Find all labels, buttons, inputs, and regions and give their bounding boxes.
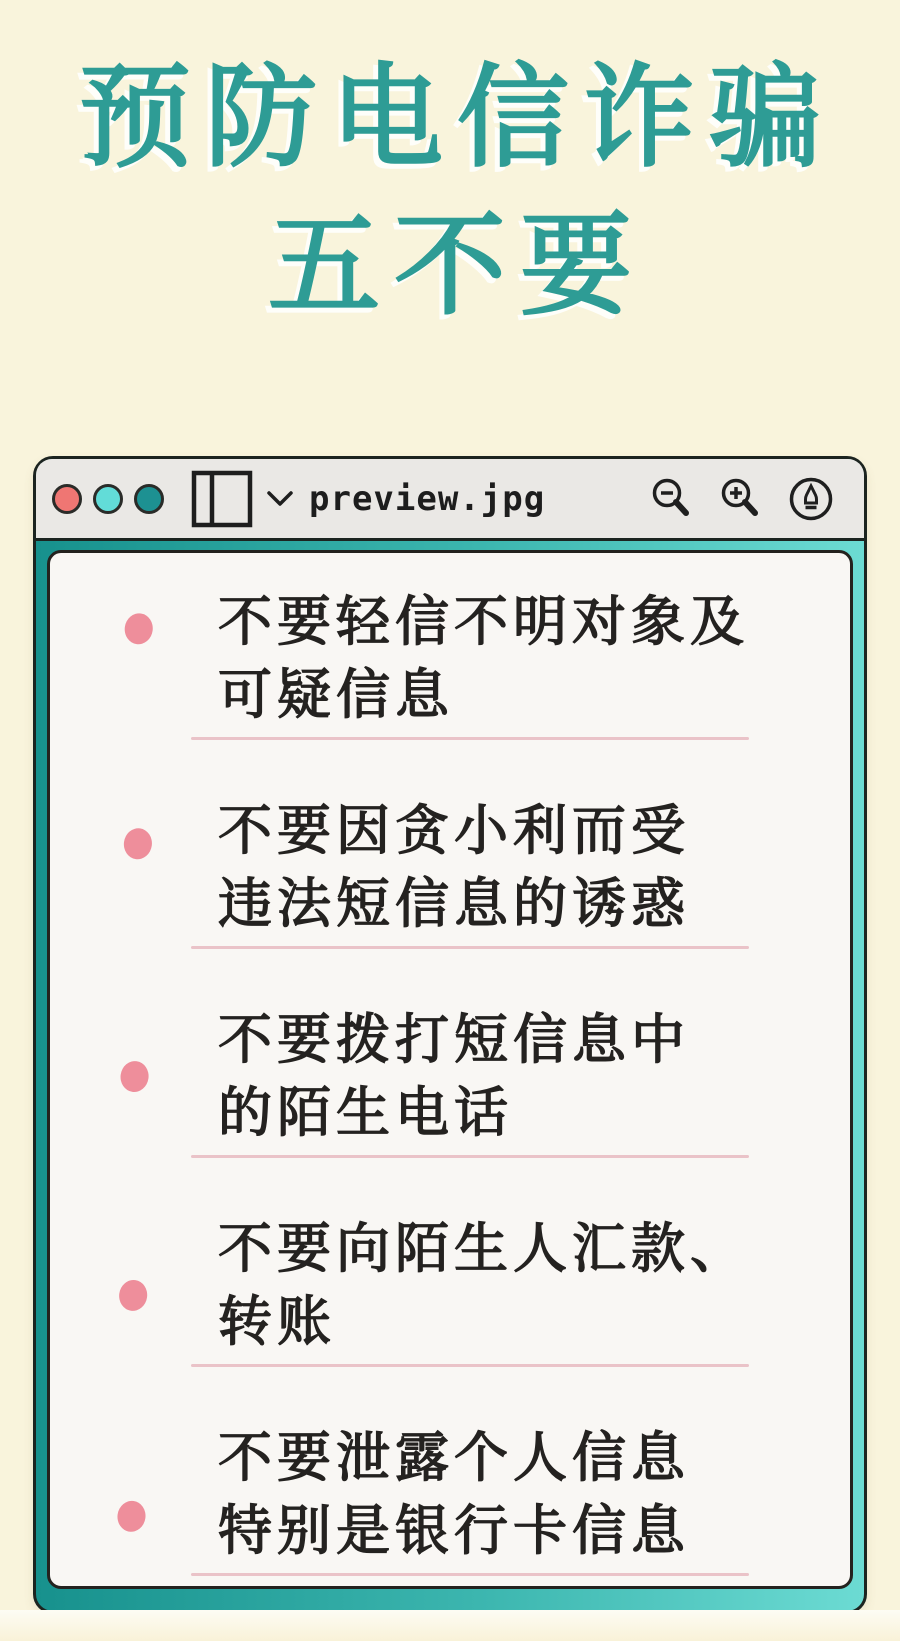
content-panel	[47, 550, 853, 1589]
item-divider	[191, 946, 749, 949]
sidebar-toggle-icon[interactable]	[191, 470, 253, 528]
bullet-dot-icon	[123, 612, 155, 647]
bullet-dot-icon	[115, 1499, 147, 1534]
item-divider	[191, 1155, 749, 1158]
item-divider	[191, 1364, 749, 1367]
window-filename: preview.jpg	[309, 478, 546, 519]
item-divider	[191, 1573, 749, 1576]
list-item	[50, 794, 850, 949]
item-text-line1: 不要泄露个人信息	[218, 1426, 690, 1489]
item-text-line2: 违法短信息的诱惑	[218, 872, 690, 935]
chevron-down-icon[interactable]	[265, 489, 295, 509]
poster-title	[0, 44, 900, 340]
item-text-line2: 转账	[218, 1290, 336, 1353]
minimize-button[interactable]	[93, 484, 123, 514]
markup-pen-icon	[788, 476, 834, 522]
window-titlebar	[36, 459, 864, 541]
item-text-line2: 可疑信息	[218, 663, 454, 726]
close-button[interactable]	[52, 484, 82, 514]
item-divider	[191, 737, 749, 740]
item-text-line1: 不要轻信不明对象及	[218, 590, 749, 653]
list-item	[50, 1212, 850, 1367]
poster-title-line1: 预防电信诈骗	[79, 53, 835, 183]
bullet-dot-icon	[119, 1059, 151, 1094]
bullet-dot-icon	[122, 826, 154, 861]
titlebar-actions	[650, 476, 834, 522]
list-item	[50, 1003, 850, 1158]
item-text-line1: 不要向陌生人汇款、	[218, 1217, 749, 1280]
list-item	[50, 585, 850, 740]
item-text-line2: 的陌生电话	[218, 1081, 513, 1144]
item-text-line2: 特别是银行卡信息	[218, 1499, 690, 1562]
item-text-line1: 不要因贪小利而受	[218, 799, 690, 862]
zoom-in-button[interactable]	[719, 477, 763, 521]
poster-title-line2: 五不要	[268, 201, 646, 331]
traffic-lights	[52, 484, 164, 514]
item-text-line1: 不要拨打短信息中	[218, 1008, 690, 1071]
maximize-button[interactable]	[134, 484, 164, 514]
zoom-out-icon	[650, 477, 694, 521]
zoom-in-icon	[719, 477, 763, 521]
bullet-dot-icon	[117, 1278, 149, 1313]
browser-window	[33, 456, 867, 1614]
zoom-out-button[interactable]	[650, 477, 694, 521]
list-item	[50, 1421, 850, 1576]
markup-button[interactable]	[788, 476, 834, 522]
